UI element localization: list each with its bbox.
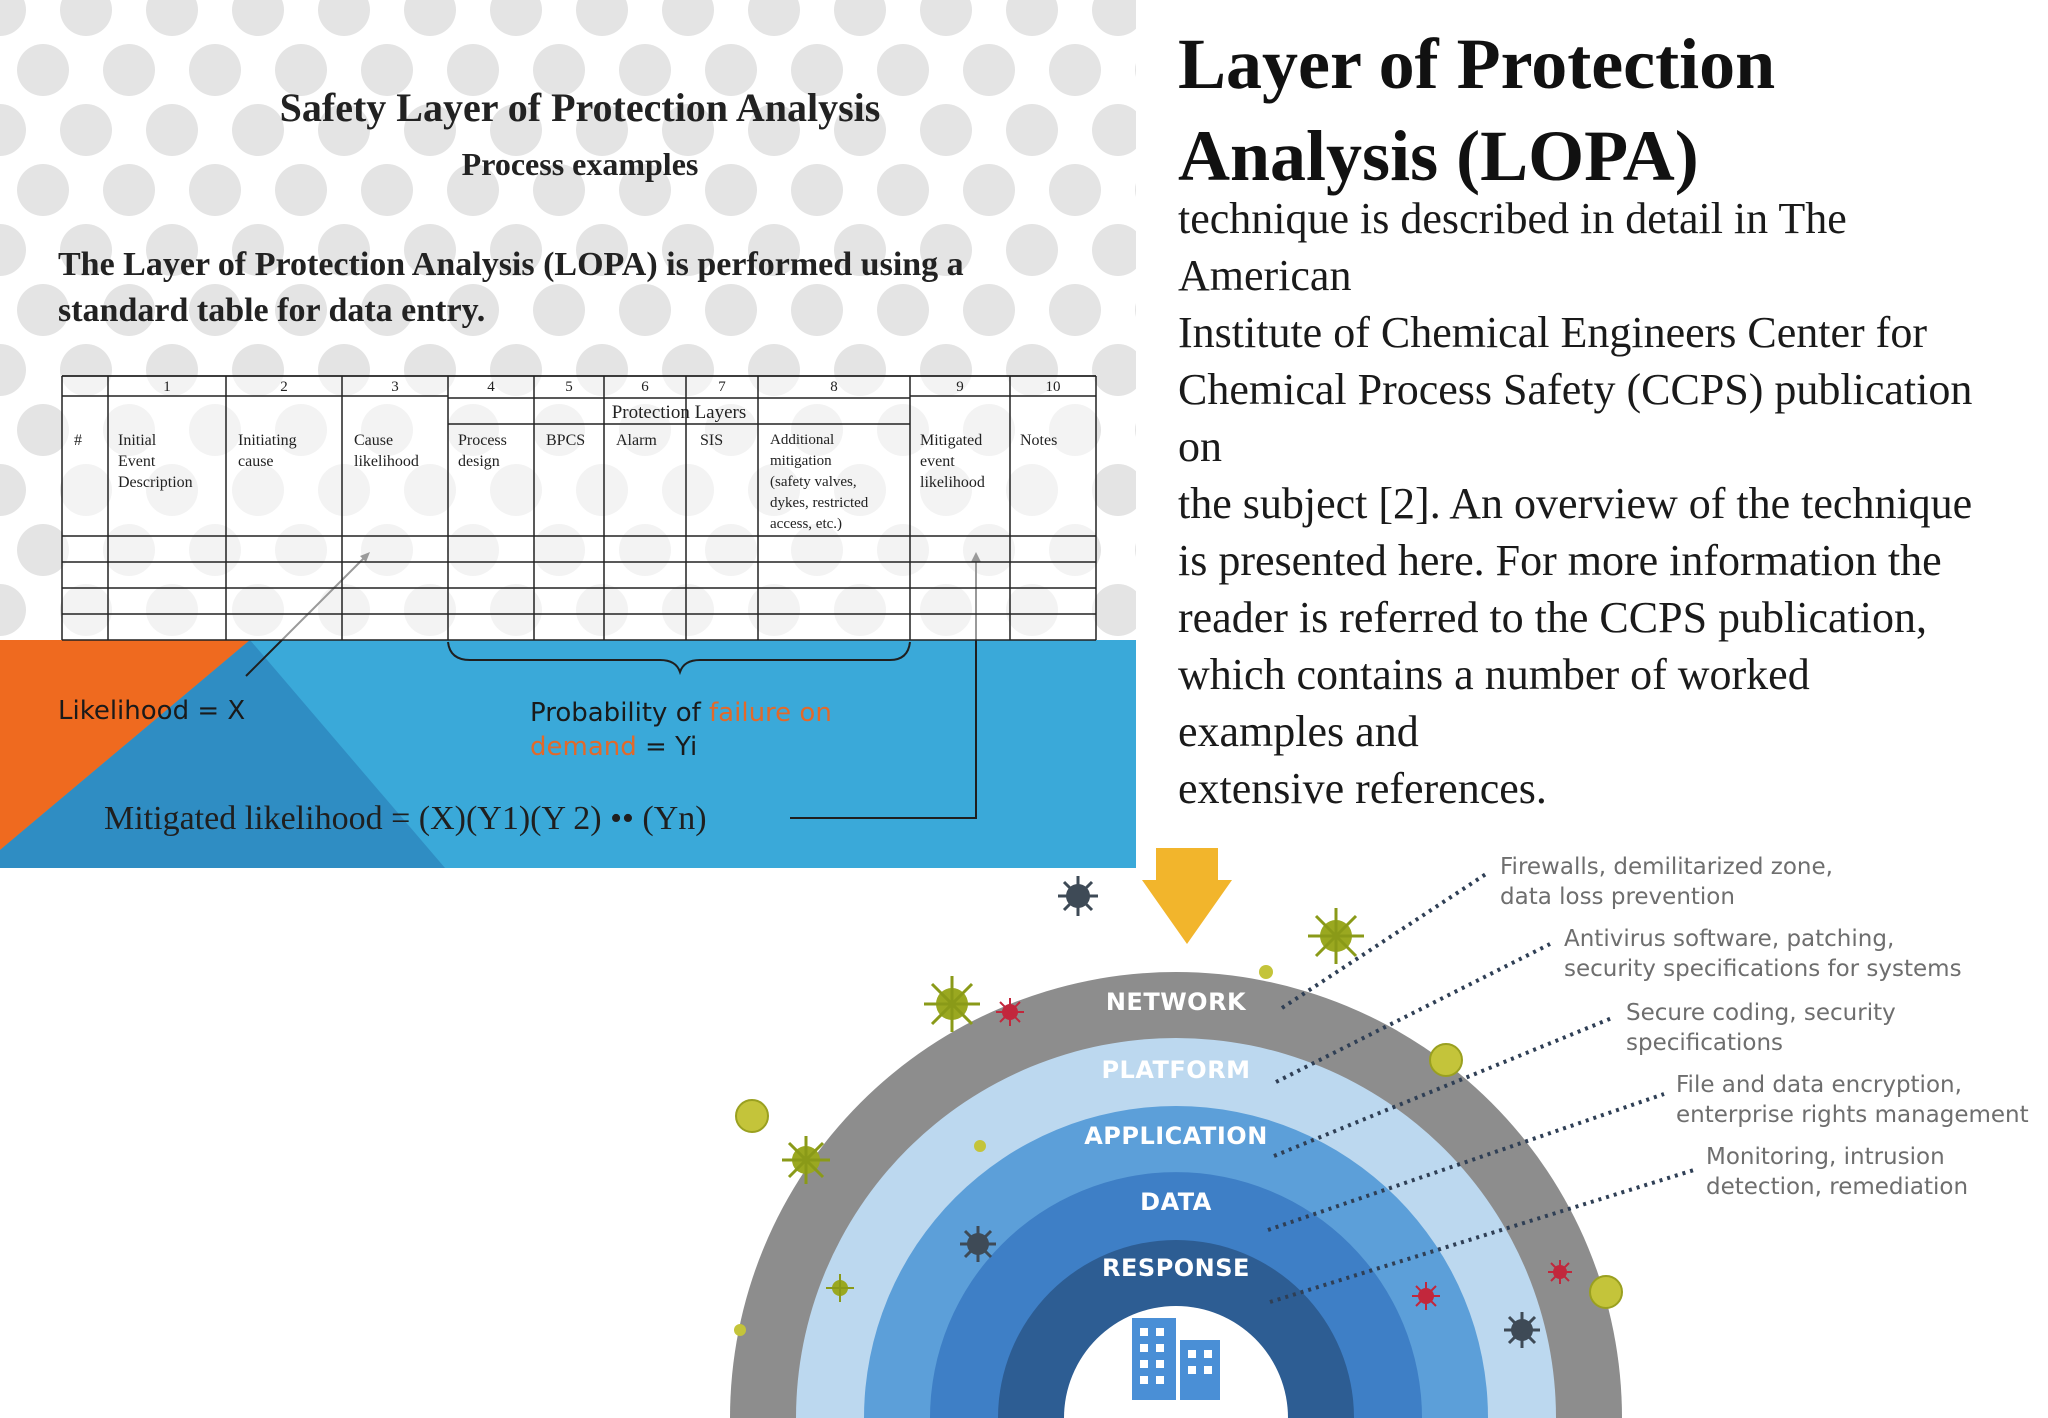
- mitigated-likelihood-formula: Mitigated likelihood = (X)(Y1)(Y 2) •• (Yn): [104, 800, 707, 837]
- header-line: Initial: [118, 432, 157, 449]
- virus-icon: [1058, 876, 1098, 916]
- callout-line: specifications: [1626, 1030, 1784, 1056]
- header-line: Additional: [770, 432, 835, 448]
- header-line: Process: [458, 432, 507, 449]
- layer-label-response: RESPONSE: [1102, 1254, 1250, 1282]
- header-hash: #: [74, 432, 82, 449]
- sphere-icon: [974, 1140, 986, 1152]
- header-sis: SIS: [700, 432, 724, 449]
- virus-icon: [1412, 1282, 1440, 1310]
- column-number: 7: [718, 379, 726, 395]
- header-line: (safety valves,: [770, 474, 857, 490]
- column-number: 5: [565, 379, 573, 395]
- sphere-icon: [1590, 1276, 1622, 1308]
- callout-line: security specifications for systems: [1564, 956, 1962, 982]
- paragraph-line: which contains a number of worked: [1178, 650, 1810, 699]
- header-line: Initiating: [238, 432, 297, 449]
- callout-line: detection, remediation: [1706, 1174, 1969, 1200]
- callout-line: Antivirus software, patching,: [1564, 926, 1895, 952]
- paragraph-line: examples and: [1178, 707, 1419, 756]
- header-line: Mitigated: [920, 432, 983, 449]
- protection-layers-header: Protection Layers: [611, 402, 747, 423]
- paragraph-line: Institute of Chemical Engineers Center for: [1178, 308, 1927, 357]
- header-line: design: [458, 453, 500, 470]
- failure-on-demand-text: failure on demand: [530, 698, 832, 762]
- paragraph-line: American: [1178, 251, 1352, 300]
- callout-line: File and data encryption,: [1676, 1072, 1962, 1098]
- header-line: Event: [118, 453, 156, 470]
- column-number: 10: [1045, 379, 1061, 395]
- slide-intro-line: The Layer of Protection Analysis (LOPA) is performed using a: [58, 246, 964, 283]
- sphere-icon: [734, 1324, 746, 1336]
- layer-label-application: APPLICATION: [1084, 1122, 1268, 1150]
- virus-icon: [1308, 908, 1364, 964]
- callout-data: [1676, 1070, 2029, 1130]
- header-line: Description: [118, 474, 193, 491]
- header-bpcs: BPCS: [546, 432, 586, 449]
- callout-application: [1626, 998, 1896, 1058]
- header-line: likelihood: [354, 453, 419, 470]
- callout-network: [1500, 852, 1833, 912]
- layer-label-data: DATA: [1140, 1188, 1212, 1216]
- header-alarm: Alarm: [616, 432, 657, 449]
- header-line: cause: [238, 453, 274, 470]
- column-number: 1: [163, 379, 171, 395]
- paragraph-line: the subject [2]. An overview of the technique: [1178, 479, 1973, 528]
- column-number: 2: [280, 379, 288, 395]
- callout-line: Firewalls, demilitarized zone,: [1500, 854, 1833, 880]
- sphere-icon: [1259, 965, 1273, 979]
- heading-line: Analysis (LOPA): [1178, 116, 1699, 196]
- virus-icon: [782, 1136, 830, 1184]
- paragraph-line: on: [1178, 422, 1222, 471]
- column-number: 6: [641, 379, 649, 395]
- callout-line: enterprise rights management: [1676, 1102, 2029, 1128]
- virus-icon: [996, 998, 1024, 1026]
- layer-label-network: NETWORK: [1105, 988, 1247, 1016]
- callout-response: [1706, 1142, 1968, 1202]
- callout-line: Secure coding, security: [1626, 1000, 1896, 1026]
- column-number: 9: [956, 379, 964, 395]
- header-notes: Notes: [1020, 432, 1058, 449]
- probability-prefix: Probability of: [530, 698, 710, 728]
- slide-subtitle: Process examples: [461, 146, 699, 182]
- header-line: access, etc.): [770, 516, 843, 532]
- header-line: likelihood: [920, 474, 985, 491]
- virus-icon: [1504, 1312, 1540, 1348]
- sphere-icon: [1430, 1044, 1462, 1076]
- column-number: 8: [830, 379, 838, 395]
- header-line: mitigation: [770, 453, 832, 469]
- layer-label-platform: PLATFORM: [1101, 1056, 1251, 1084]
- column-number: 4: [487, 379, 495, 395]
- likelihood-label: Likelihood = X: [58, 696, 246, 726]
- header-line: Cause: [354, 432, 394, 449]
- paragraph-line: is presented here. For more information the: [1178, 536, 1942, 585]
- slide-title: Safety Layer of Protection Analysis: [279, 85, 881, 130]
- callout-platform: [1564, 924, 1962, 984]
- down-arrow-icon: [1142, 848, 1232, 944]
- probability-suffix: = Yi: [636, 732, 698, 762]
- slide-intro-line: standard table for data entry.: [58, 292, 486, 329]
- callout-line: data loss prevention: [1500, 884, 1735, 910]
- sphere-icon: [736, 1100, 768, 1132]
- paragraph-line: technique is described in detail in The: [1178, 194, 1847, 243]
- column-number: 3: [391, 379, 399, 395]
- virus-icon: [924, 976, 980, 1032]
- heading-line: Layer of Protection: [1178, 24, 1776, 104]
- virus-icon: [960, 1226, 996, 1262]
- callout-line: Monitoring, intrusion: [1706, 1144, 1945, 1170]
- paragraph-line: reader is referred to the CCPS publication,: [1178, 593, 1928, 642]
- header-line: dykes, restricted: [770, 495, 869, 511]
- paragraph-line: Chemical Process Safety (CCPS) publication: [1178, 365, 1973, 414]
- header-line: event: [920, 453, 955, 470]
- paragraph-line: extensive references.: [1178, 764, 1547, 813]
- virus-icon: [1548, 1260, 1572, 1284]
